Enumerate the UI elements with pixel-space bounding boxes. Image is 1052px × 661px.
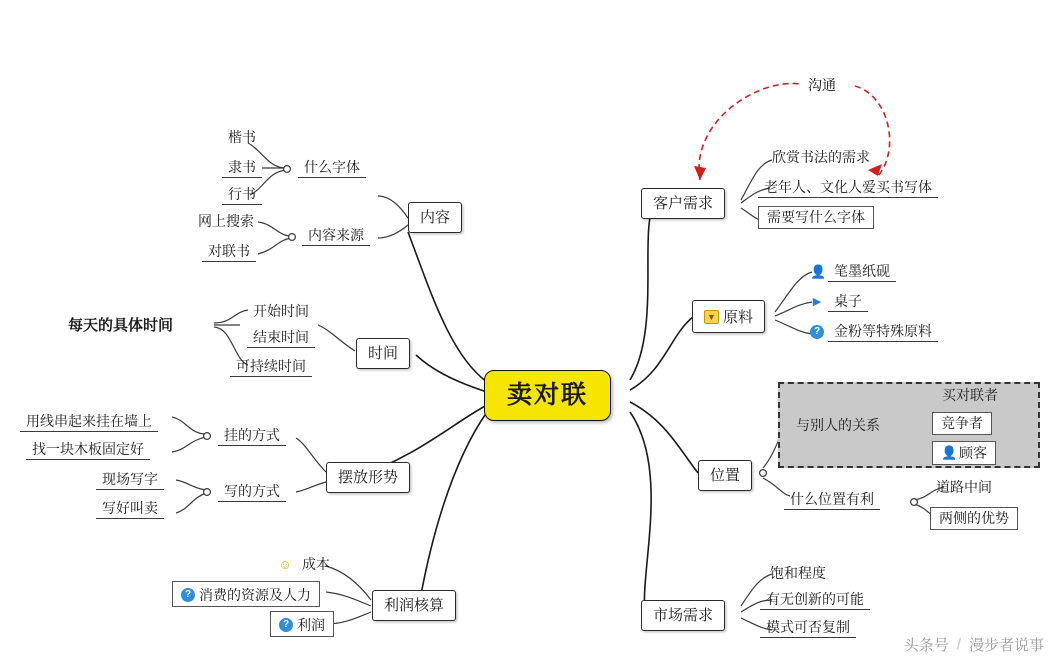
- watermark-right: 漫步者说事: [968, 636, 1044, 654]
- node-brush-ink-paper-stone[interactable]: 👤 笔墨纸砚: [810, 262, 896, 282]
- branch-customer-needs[interactable]: 客户需求: [641, 188, 725, 219]
- node-table[interactable]: ▶ 桌子: [810, 292, 868, 312]
- node-online-search[interactable]: 网上搜索: [198, 213, 254, 229]
- node-middle-of-road[interactable]: 道路中间: [936, 479, 992, 495]
- node-couplet-book[interactable]: 对联书: [202, 242, 256, 262]
- node-write-method[interactable]: 写的方式: [218, 482, 286, 502]
- node-innovation-possibility[interactable]: 有无创新的可能: [760, 590, 870, 610]
- node-resources-manpower[interactable]: ? 消费的资源及人力: [172, 581, 320, 607]
- question-icon: ?: [181, 588, 195, 602]
- person-icon: 👤: [810, 264, 827, 279]
- node-replicable-model[interactable]: 模式可否复制: [760, 618, 856, 638]
- branch-display[interactable]: 摆放形势: [326, 462, 410, 493]
- branch-materials[interactable]: ▼ 原料: [692, 300, 765, 333]
- question-icon: ?: [810, 325, 824, 339]
- branch-location[interactable]: 位置: [698, 460, 752, 491]
- node-competitors[interactable]: 竞争者: [932, 412, 992, 435]
- node-elderly-cultured-buyers[interactable]: 老年人、文化人爱买书写体: [758, 178, 938, 198]
- node-sustainable-time[interactable]: 可持续时间: [230, 357, 312, 377]
- node-cost[interactable]: ☺ 成本: [278, 556, 330, 572]
- node-start-time[interactable]: 开始时间: [253, 303, 309, 319]
- watermark: [904, 627, 1052, 661]
- node-end-time[interactable]: 结束时间: [247, 328, 315, 348]
- node-font-type[interactable]: 什么字体: [298, 158, 366, 178]
- node-lishu[interactable]: 隶书: [222, 158, 262, 178]
- play-icon: ▶: [812, 296, 822, 308]
- watermark-divider: /: [956, 635, 961, 653]
- node-customers[interactable]: 👤 顾客: [932, 441, 996, 465]
- node-profit[interactable]: ? 利润: [270, 611, 334, 637]
- node-write-onsite[interactable]: 现场写字: [96, 470, 164, 490]
- branch-profit[interactable]: 利润核算: [372, 590, 456, 621]
- node-kaishu[interactable]: 楷书: [228, 129, 256, 145]
- branch-time[interactable]: 时间: [356, 338, 410, 369]
- question-icon: ?: [279, 618, 293, 632]
- node-hang-on-wall[interactable]: 用线串起来挂在墙上: [20, 412, 158, 432]
- node-xingshu[interactable]: 行书: [222, 185, 262, 205]
- node-content-source[interactable]: 内容来源: [302, 226, 370, 246]
- node-both-sides-advantage[interactable]: 两侧的优势: [930, 507, 1018, 530]
- person-icon: 👤: [941, 445, 958, 460]
- annotation-communication: 沟通: [808, 77, 836, 93]
- smile-icon: ☺: [278, 556, 292, 572]
- node-couplet-buyers[interactable]: 买对联者: [942, 387, 998, 403]
- node-daily-time[interactable]: 每天的具体时间: [68, 317, 174, 334]
- node-relationship-with-others[interactable]: 与别人的关系: [796, 417, 880, 433]
- node-appreciate-calligraphy[interactable]: 欣赏书法的需求: [772, 149, 870, 165]
- central-topic[interactable]: 卖对联: [484, 370, 611, 421]
- node-write-then-sell[interactable]: 写好叫卖: [96, 499, 164, 519]
- branch-content[interactable]: 内容: [408, 202, 462, 233]
- branch-market-demand[interactable]: 市场需求: [641, 600, 725, 631]
- watermark-left: 头条号: [903, 636, 949, 654]
- node-saturation-level[interactable]: 饱和程度: [770, 565, 826, 581]
- node-special-materials[interactable]: ? 金粉等特殊原料: [810, 322, 938, 342]
- node-which-font-needed[interactable]: 需要写什么字体: [758, 206, 874, 229]
- node-which-location-good[interactable]: 什么位置有利: [784, 490, 880, 510]
- node-hang-method[interactable]: 挂的方式: [218, 426, 286, 446]
- node-fix-board[interactable]: 找一块木板固定好: [26, 440, 150, 460]
- flag-icon: ▼: [704, 310, 719, 324]
